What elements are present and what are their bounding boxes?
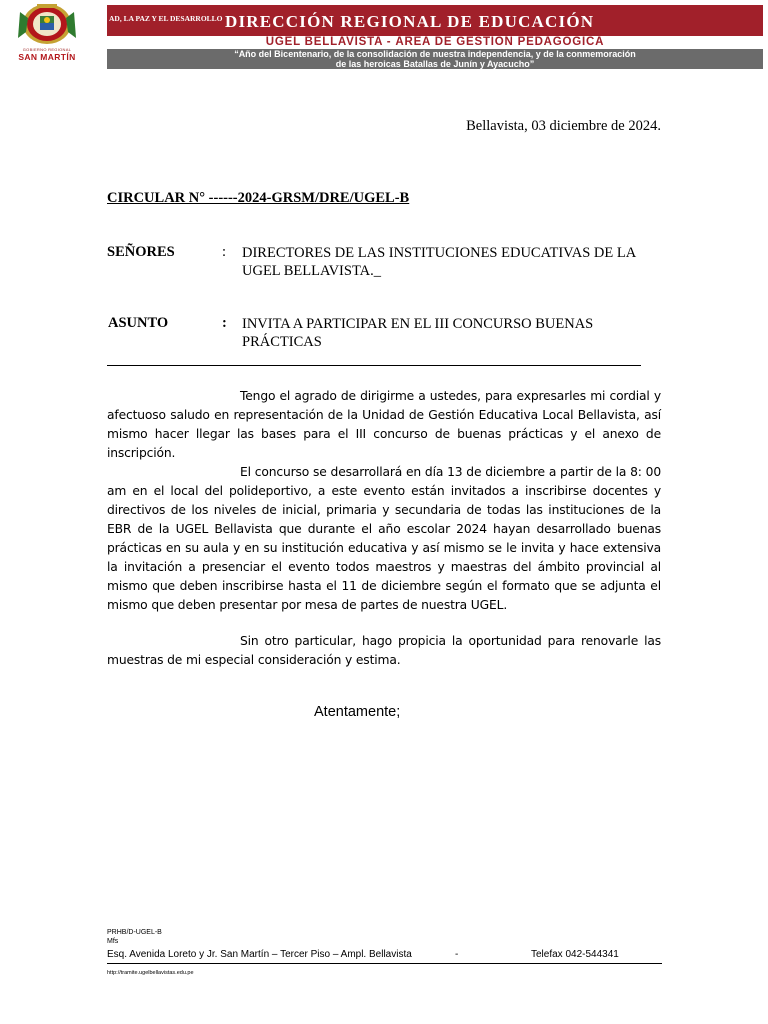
logo-org-text: GOBIERNO REGIONAL bbox=[22, 47, 72, 52]
direction-title: DIRECCIÓN REGIONAL DE EDUCACIÓN bbox=[225, 12, 595, 31]
year-name-band bbox=[107, 49, 763, 69]
year-name-line-1: “Año del Bicentenario, de la consolidación de nuestra independencia, y de la conmemoración bbox=[234, 49, 636, 59]
subject-colon: : bbox=[222, 315, 227, 331]
recipients-value: DIRECTORES DE LAS INSTITUCIONES EDUCATIVAS DE LA UGEL BELLAVISTA._ bbox=[242, 245, 636, 279]
subject-label: ASUNTO bbox=[108, 315, 169, 331]
footer-url[interactable]: http://tramite.ugelbellavistas.edu.pe bbox=[107, 970, 194, 976]
footer-phone: Telefax 042-544341 bbox=[531, 949, 619, 960]
footer-rule bbox=[107, 963, 662, 964]
letter-date: Bellavista, 03 diciembre de 2024. bbox=[466, 118, 661, 134]
footer-address: Esq. Avenida Loreto y Jr. San Martín – Tercer Piso – Ampl. Bellavista bbox=[107, 949, 412, 960]
paragraph-greeting bbox=[107, 387, 661, 463]
footer-initials: Mfs bbox=[107, 938, 119, 945]
separator-line bbox=[107, 365, 641, 366]
recipients-colon: : bbox=[222, 244, 227, 260]
subject-value: INVITA A PARTICIPAR EN EL III CONCURSO BUENAS PRÁCTICAS bbox=[242, 316, 594, 350]
circular-number: CIRCULAR N° ------2024-GRSM/DRE/UGEL-B bbox=[107, 190, 410, 206]
footer-contact bbox=[107, 949, 662, 960]
paragraph-greeting-text: Tengo el agrado de dirigirme a ustedes, para expresarles mi cordial y afectuoso saludo en representación de la Unidad de Gestión Educativa Local Bellavista, así mismo hacer llegar las bases para el III concurso de buenas prácticas y el anexo de inscripción. bbox=[107, 389, 661, 460]
footer-separator: - bbox=[455, 949, 459, 960]
coat-of-arms-icon bbox=[2, 2, 92, 48]
motto-fragment: AD, LA PAZ Y EL DESARROLLO bbox=[109, 14, 223, 23]
ugel-title: UGEL BELLAVISTA - ÁREA DE GESTIÓN PEDAGÓGICA bbox=[107, 36, 763, 49]
footer-reference: PRHB/D-UGEL-B bbox=[107, 929, 162, 936]
recipients-label: SEÑORES bbox=[107, 244, 175, 260]
paragraph-contest-text: El concurso se desarrollará en día 13 de diciembre a partir de la 8: 00 am en el local del polideportivo, a este evento están invitados a inscribirse docentes y directivos de los niveles de inicial, primaria y secundaria de todas las instituciones de la EBR de la UGEL Bellavista que durante el año escolar 2024 hayan desarrollado buenas prácticas en su aula y en su institución educativa y así mismo se le invita y hace extensiva la invitación a presenciar el evento todos maestros y maestras del ámbito provincial al mismo que deben inscribirse hasta el 11 de diciembre según el formato que se adjunta el mismo que deben presentar por mesa de partes de nuestra UGEL. bbox=[107, 465, 661, 612]
logo-region-text: SAN MARTÍN bbox=[18, 52, 76, 62]
paragraph-closing bbox=[107, 632, 661, 670]
year-name-line-2: de las heroicas Batallas de Junín y Ayacucho” bbox=[335, 58, 535, 69]
regional-government-logo bbox=[2, 2, 106, 66]
title-band bbox=[107, 5, 763, 36]
sign-off: Atentamente; bbox=[314, 704, 401, 720]
paragraph-contest bbox=[107, 463, 661, 615]
paragraph-closing-text: Sin otro particular, hago propicia la oportunidad para renovarle las muestras de mi especial consideración y estima. bbox=[107, 634, 661, 667]
letterhead bbox=[0, 0, 768, 72]
